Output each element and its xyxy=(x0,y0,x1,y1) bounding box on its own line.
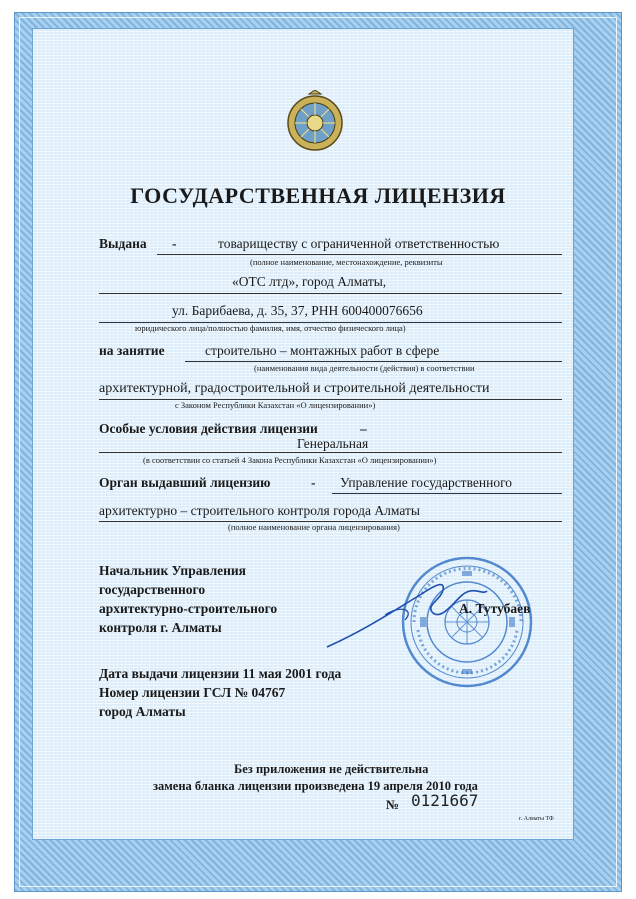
underline xyxy=(185,361,562,362)
issued-label: Выдана xyxy=(99,236,147,251)
activity-hint2: с Законом Республики Казахстан «О лицензировании») xyxy=(175,400,376,410)
conditions-dash: – xyxy=(360,421,367,436)
underline xyxy=(99,452,562,453)
conditions-value: Генеральная xyxy=(297,436,369,451)
issued-line1: товариществу с ограниченной ответственностью xyxy=(218,236,500,251)
document-title: ГОСУДАРСТВЕННАЯ ЛИЦЕНЗИЯ xyxy=(130,183,506,208)
head-line1: Начальник Управления xyxy=(99,563,246,578)
authority-hint: (полное наименование органа лицензирования) xyxy=(228,522,400,532)
head-line3: архитектурно-строительного xyxy=(99,601,278,616)
issued-hint2: юридического лица/полностью фамилия, имя, отчество физического лица) xyxy=(135,323,406,333)
serial-number: 0121667 xyxy=(411,791,479,810)
signer-name: А. Тутубаев xyxy=(459,601,531,616)
issued-dash: - xyxy=(172,236,177,251)
issued-hint1: (полное наименование, местонахождение, реквизиты xyxy=(250,257,443,267)
underline xyxy=(157,254,562,255)
license-number: Номер лицензии ГСЛ № 04767 xyxy=(99,685,286,700)
activity-hint1: (наименования вида деятельности (действия) в соответствии xyxy=(254,363,475,373)
footer-note1: Без приложения не действительна xyxy=(234,762,429,776)
printer-mark: г. Алматы ТФ xyxy=(519,816,554,822)
authority-dash: - xyxy=(311,475,316,490)
issue-date: Дата выдачи лицензии 11 мая 2001 года xyxy=(99,666,342,681)
kazakhstan-emblem-icon xyxy=(285,90,345,156)
underline xyxy=(99,293,562,294)
head-line4: контроля г. Алматы xyxy=(99,620,222,635)
issued-line2: «ОТС лтд», город Алматы, xyxy=(232,274,387,289)
authority-line1: Управление государственного xyxy=(340,475,513,490)
authority-label: Орган выдавший лицензию xyxy=(99,475,271,490)
activity-line2: архитектурной, градостроительной и строительной деятельности xyxy=(99,381,490,396)
activity-label: на занятие xyxy=(99,343,165,358)
serial-prefix: № xyxy=(386,797,400,812)
authority-line2: архитектурно – строительного контроля города Алматы xyxy=(99,503,420,518)
head-line2: государственного xyxy=(99,582,206,597)
issue-city: город Алматы xyxy=(99,704,186,719)
underline xyxy=(332,493,562,494)
issued-line3: ул. Барибаева, д. 35, 37, РНН 600400076656 xyxy=(172,303,423,318)
footer-note2: замена бланка лицензии произведена 19 апреля 2010 года xyxy=(153,779,478,793)
conditions-label: Особые условия действия лицензии xyxy=(99,421,318,436)
conditions-hint: (в соответствии со статьей 4 Закона Республики Казахстан «О лицензировании») xyxy=(143,455,437,465)
activity-line1: строительно – монтажных работ в сфере xyxy=(205,343,440,358)
